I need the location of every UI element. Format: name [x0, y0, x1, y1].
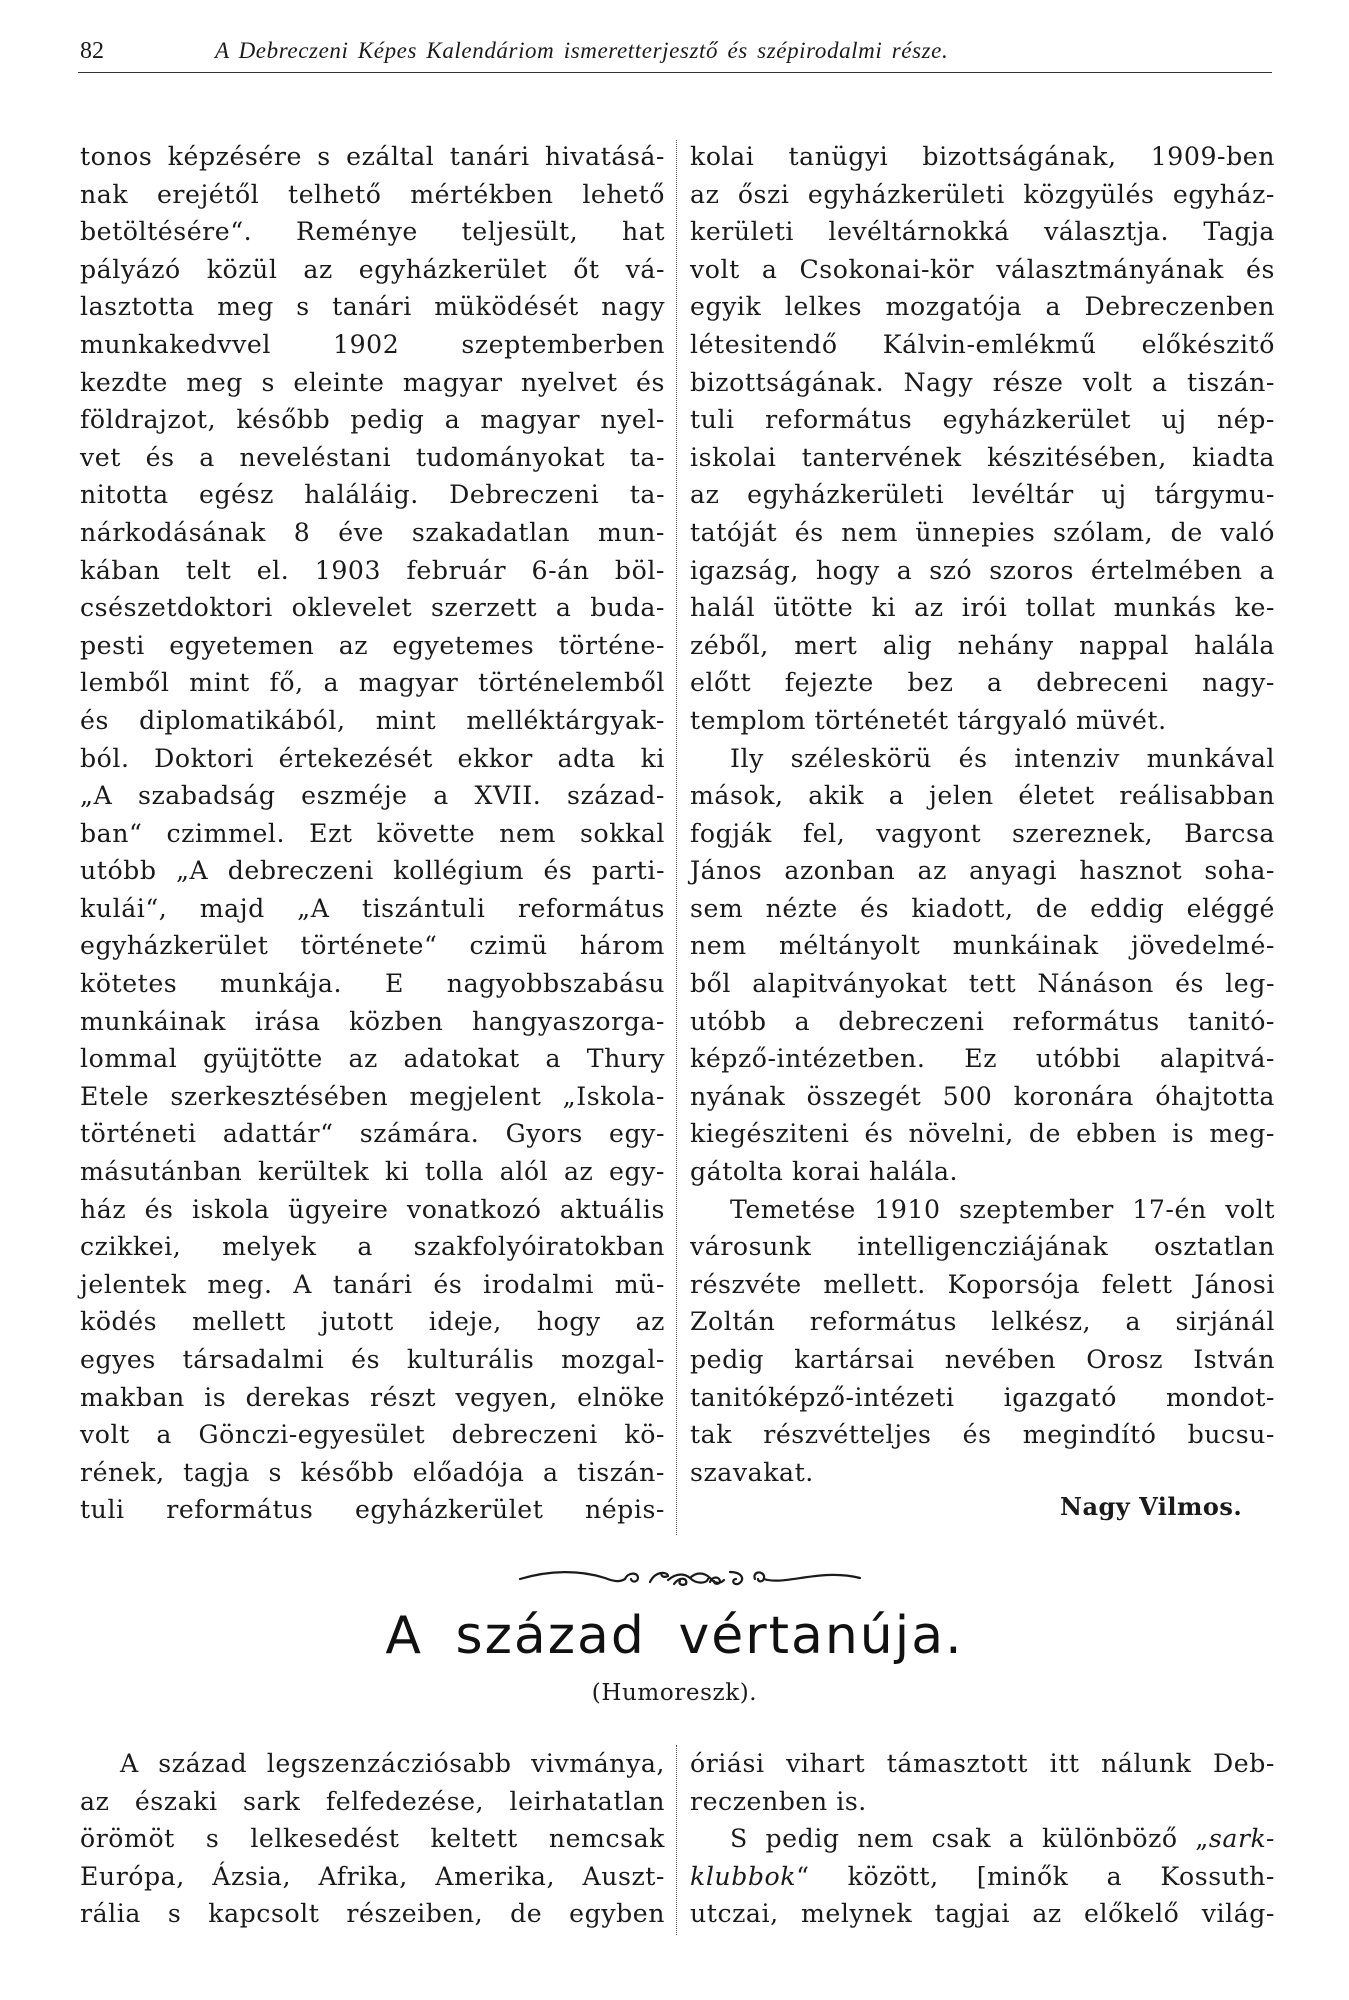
- text-line: óriási vihart támasztott itt nálunk Deb-: [690, 1749, 1275, 1778]
- text-line: makban is derekas részt vegyen, elnöke: [80, 1382, 665, 1412]
- text-line: ből alapitványokat tett Nánáson és leg-: [690, 969, 1275, 999]
- text-line: ház és iskola ügyeire vonatkozó aktuális: [80, 1194, 665, 1224]
- text-line: igazság, hogy a szó szoros értelmében a: [690, 555, 1275, 585]
- article1-left-column: [80, 138, 665, 1529]
- text-line: előtt fejezte bez a debreceni nagy-: [690, 668, 1275, 698]
- text-line: örömöt s lelkesedést keltett nemcsak: [80, 1824, 665, 1854]
- text-line: tuli református egyházkerület népis-: [80, 1495, 665, 1525]
- running-title: A Debreczeni Képes Kalendáriom ismeretterjesztő és szépirodalmi része.: [215, 38, 949, 63]
- page-number: 82: [80, 38, 104, 64]
- text-line: A század legszenzácziósabb vivmánya,: [120, 1749, 665, 1778]
- italic-term: klubbok: [690, 1861, 797, 1891]
- text-line: tonos képzésére s ezáltal tanári hivatásá-: [80, 142, 665, 171]
- text-line: sem nézte és kiadott, de eddig eléggé: [690, 893, 1275, 923]
- text-line: utóbb a debreczeni református tanitó-: [690, 1006, 1275, 1036]
- text-line: tanitóképző-intézeti igazgató mondot-: [690, 1382, 1275, 1412]
- text-line: munkakedvvel 1902 szeptemberben: [80, 329, 665, 359]
- text-line: nitotta egész haláláig. Debreczeni ta-: [80, 480, 665, 510]
- text-line: pesti egyetemen az egyetemes történe-: [80, 630, 665, 660]
- author-signature: Nagy Vilmos.: [1060, 1492, 1243, 1521]
- article-subtitle: (Humoreszk).: [591, 1680, 758, 1706]
- text-line: zéből, mert alig nehány nappal halála: [690, 630, 1275, 660]
- text-line: képző-intézetben. Ez utóbbi alapitvá-: [690, 1044, 1275, 1074]
- text-line: fogják fel, vagyont szereznek, Barcsa: [690, 818, 1275, 848]
- text-line: János azonban az anyagi hasznot soha-: [690, 856, 1275, 886]
- text-line: lasztotta meg s tanári müködését nagy: [80, 292, 665, 322]
- text-line: utczai, melynek tagjai az előkelő világ-: [690, 1899, 1275, 1929]
- text-line: kában telt el. 1903 február 6-án böl-: [80, 555, 665, 585]
- text-line: pályázó közül az egyházkerület őt vá-: [80, 254, 665, 284]
- text-line: Európa, Ázsia, Afrika, Amerika, Auszt-: [80, 1861, 665, 1891]
- text-line: ban“ czimmel. Ezt követte nem sokkal: [80, 818, 665, 848]
- text-segment: “ között, [minők a Kossuth-: [796, 1861, 1275, 1891]
- text-line: szavakat.: [690, 1457, 814, 1487]
- text-line: Temetése 1910 szeptember 17-én volt: [730, 1194, 1275, 1224]
- text-line: és diplomatikából, mint melléktárgyak-: [80, 705, 665, 735]
- text-line: lemből mint fő, a magyar történelemből: [80, 668, 665, 698]
- text-line: nárkodásának 8 éve szakadatlan mun-: [80, 517, 665, 547]
- text-line: ból. Doktori értekezését ekkor adta ki: [80, 743, 665, 773]
- italic-term: sark-: [1208, 1824, 1275, 1854]
- text-line: városunk intelligencziájának osztatlan: [690, 1232, 1275, 1262]
- text-line: iskolai tantervének készitésében, kiadta: [690, 442, 1275, 472]
- article2-right-column: [690, 1745, 1275, 1933]
- text-segment: S pedig nem csak a különböző „: [730, 1824, 1209, 1854]
- text-line: Zoltán református lelkész, a sirjánál: [690, 1307, 1275, 1337]
- article1-right-column: [690, 138, 1275, 1491]
- text-line: az északi sark felfedezése, leirhatatlan: [80, 1786, 665, 1816]
- text-line: rének, tagja s később előadója a tiszán-: [80, 1457, 665, 1487]
- text-line: kerületi levéltárnokká választja. Tagja: [690, 217, 1275, 247]
- text-line: az őszi egyházkerületi közgyülés egyház-: [690, 179, 1275, 209]
- text-line: betöltésére“. Reménye teljesült, hat: [80, 217, 665, 247]
- article-title: A század vértanúja.: [385, 1606, 964, 1666]
- text-line: czikkei, melyek a szakfolyóiratokban: [80, 1232, 665, 1262]
- text-line: reczenben is.: [690, 1786, 867, 1816]
- text-line: nak erejétől telhető mértékben lehető: [80, 179, 665, 209]
- text-line: Etele szerkesztésében megjelent „Iskola-: [80, 1081, 665, 1111]
- text-line: ködés mellett jutott ideje, hogy az: [80, 1307, 665, 1337]
- text-line: nem méltányolt munkáinak jövedelmé-: [690, 931, 1275, 961]
- text-line: egyik lelkes mozgatója a Debreczenben: [690, 292, 1275, 322]
- text-line: kiegésziteni és növelni, de ebben is meg-: [690, 1119, 1275, 1149]
- header-rule: [78, 72, 1272, 73]
- text-line: utóbb „A debreczeni kollégium és parti-: [80, 856, 665, 886]
- text-line: volt a Gönczi-egyesület debreczeni kö-: [80, 1420, 665, 1450]
- text-line: egyházkerület története“ czimü három: [80, 931, 665, 961]
- running-header: [80, 28, 1270, 68]
- text-line: volt a Csokonai-kör választmányának és: [690, 254, 1275, 284]
- text-line: tuli református egyházkerület uj nép-: [690, 405, 1275, 435]
- text-line: nyának összegét 500 koronára óhajtotta: [690, 1081, 1275, 1111]
- text-line: földrajzot, később pedig a magyar nyel-: [80, 405, 665, 435]
- column-divider: [676, 140, 677, 1535]
- text-line: tatóját és nem ünnepies szólam, de való: [690, 517, 1275, 547]
- text-line: „A szabadság eszméje a XVII. század-: [80, 781, 665, 811]
- column-divider: [676, 1745, 677, 1935]
- text-line: tak részvétteljes és megindító bucsu-: [690, 1420, 1275, 1450]
- text-line: kötetes munkája. E nagyobbszabásu: [80, 969, 665, 999]
- text-line: bizottságának. Nagy része volt a tiszán-: [690, 367, 1275, 397]
- text-line: másutánban kerültek ki tolla alól az egy-: [80, 1157, 665, 1187]
- text-line: jelentek meg. A tanári és irodalmi mü-: [80, 1269, 665, 1299]
- text-line: egyes társadalmi és kulturális mozgal-: [80, 1345, 665, 1374]
- text-line: Ily széleskörü és intenziv munkával: [730, 743, 1275, 773]
- text-line: kulái“, majd „A tiszántuli református: [80, 893, 665, 923]
- article2-left-column: [80, 1745, 665, 1933]
- text-line: [690, 1820, 1275, 1858]
- text-line: rália s kapcsolt részeiben, de egyben: [80, 1899, 665, 1929]
- text-line: halál ütötte ki az irói tollat munkás ke-: [690, 593, 1275, 623]
- text-line: mások, akik a jelen életet reálisabban: [690, 781, 1275, 811]
- text-line: az egyházkerületi levéltár uj tárgymu-: [690, 480, 1275, 510]
- text-line: létesitendő Kálvin-emlékmű előkészitő: [690, 329, 1275, 359]
- text-line: részvéte mellett. Koporsója felett Jánosi: [690, 1269, 1275, 1299]
- text-line: templom történetét tárgyaló müvét.: [690, 705, 1167, 735]
- text-line: kolai tanügyi bizottságának, 1909-ben: [690, 142, 1275, 171]
- text-line: [690, 1858, 1275, 1896]
- text-line: csészetdoktori oklevelet szerzett a buda-: [80, 593, 665, 623]
- text-line: munkáinak irása közben hangyaszorga-: [80, 1006, 665, 1036]
- text-line: lommal gyüjtötte az adatokat a Thury: [80, 1044, 665, 1074]
- decorative-flourish-icon: [510, 1562, 870, 1596]
- text-line: történeti adattár“ számára. Gyors egy-: [80, 1119, 665, 1149]
- text-line: gátolta korai halála.: [690, 1157, 959, 1187]
- text-line: vet és a neveléstani tudományokat ta-: [80, 442, 665, 472]
- text-line: kezdte meg s eleinte magyar nyelvet és: [80, 367, 665, 397]
- text-line: pedig kartársai nevében Orosz István: [690, 1345, 1275, 1374]
